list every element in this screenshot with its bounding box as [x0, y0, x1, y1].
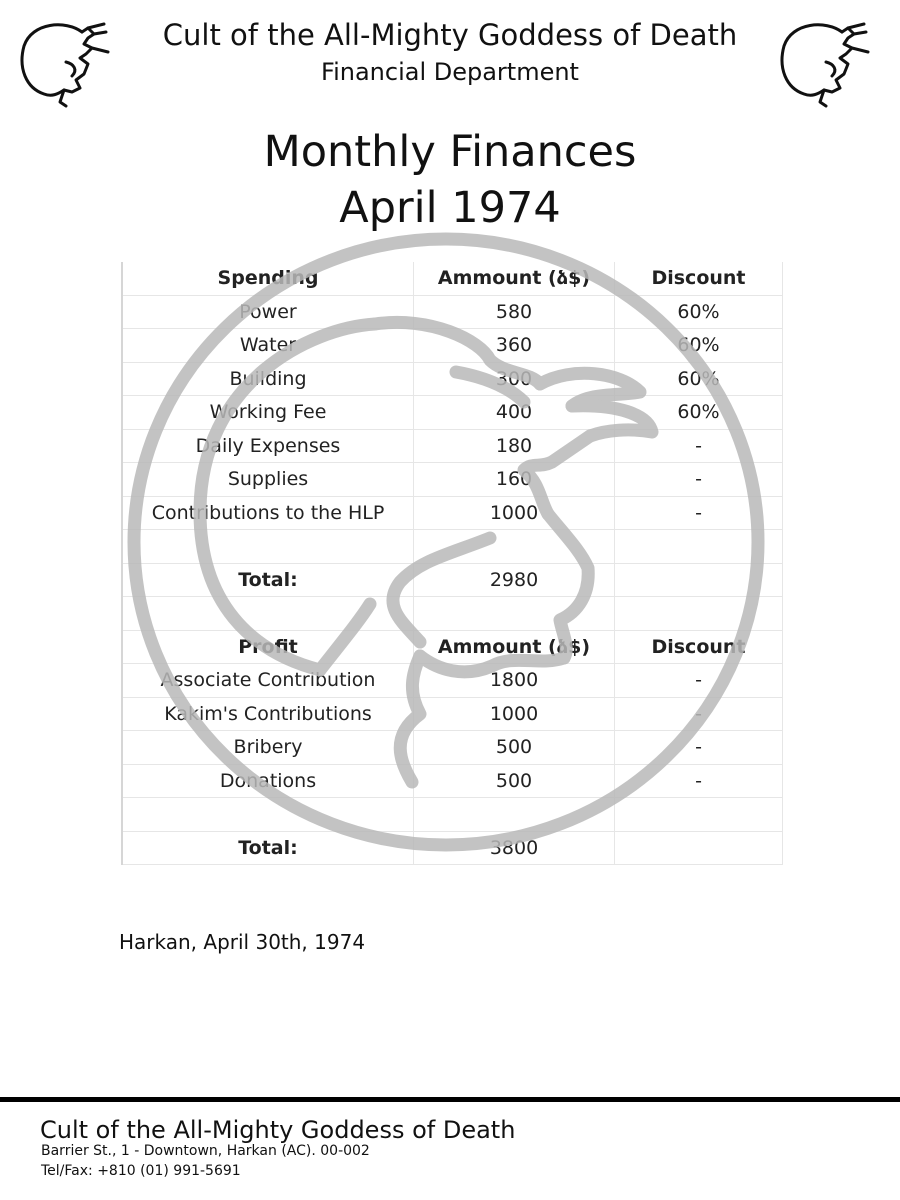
total-label: Total:: [122, 831, 414, 865]
table-row: [122, 731, 783, 765]
item-cell: Building: [122, 362, 414, 396]
total-label: Total:: [122, 563, 414, 597]
amount-cell: 180: [414, 429, 615, 463]
footer-address: Barrier St., 1 - Downtown, Harkan (AC). 00-002: [41, 1143, 370, 1159]
empty-row: [122, 530, 783, 564]
total-value: 3800: [414, 831, 615, 865]
footer-tel-fax: Tel/Fax: +810 (01) 991-5691: [41, 1163, 241, 1179]
item-cell: Associate Contribution: [122, 664, 414, 698]
header-cell: Discount: [615, 630, 783, 664]
discount-cell: -: [615, 429, 783, 463]
item-cell: Contributions to the HLP: [122, 496, 414, 530]
amount-cell: 1800: [414, 664, 615, 698]
amount-cell: 160: [414, 463, 615, 497]
amount-cell: 1000: [414, 697, 615, 731]
empty-row: [122, 798, 783, 832]
document-title: [0, 124, 900, 236]
item-cell: Kakim's Contributions: [122, 697, 414, 731]
footer-organization: Cult of the All-Mighty Goddess of Death: [40, 1116, 516, 1144]
spending-total-row: [122, 563, 783, 597]
item-cell: Water: [122, 329, 414, 363]
finances-table: [121, 262, 783, 865]
profit-header-row: [122, 630, 783, 664]
organization-title: Cult of the All-Mighty Goddess of Death: [162, 18, 738, 52]
item-cell: Working Fee: [122, 396, 414, 430]
discount-cell: -: [615, 731, 783, 765]
discount-cell: -: [615, 697, 783, 731]
amount-cell: 580: [414, 295, 615, 329]
discount-cell: -: [615, 496, 783, 530]
table-row: [122, 463, 783, 497]
table-row: [122, 362, 783, 396]
discount-cell: 60%: [615, 329, 783, 363]
table-row: [122, 496, 783, 530]
table-row: [122, 329, 783, 363]
amount-cell: 1000: [414, 496, 615, 530]
item-cell: Daily Expenses: [122, 429, 414, 463]
discount-cell: 60%: [615, 396, 783, 430]
table-row: [122, 295, 783, 329]
item-cell: Power: [122, 295, 414, 329]
department-title: Financial Department: [321, 58, 579, 86]
title-line-2: April 1974: [339, 183, 561, 233]
table-row: [122, 664, 783, 698]
title-line-1: Monthly Finances: [263, 127, 637, 177]
table-row: [122, 429, 783, 463]
header-cell: Spending: [122, 262, 414, 295]
table-row: [122, 697, 783, 731]
header-cell: Ammount (ձ$): [414, 262, 615, 295]
discount-cell: -: [615, 764, 783, 798]
spending-header-row: [122, 262, 783, 295]
item-cell: Donations: [122, 764, 414, 798]
table-row: [122, 764, 783, 798]
header-cell: Profit: [122, 630, 414, 664]
discount-cell: -: [615, 463, 783, 497]
amount-cell: 300: [414, 362, 615, 396]
footer-divider: [0, 1097, 900, 1102]
item-cell: Bribery: [122, 731, 414, 765]
discount-cell: -: [615, 664, 783, 698]
amount-cell: 500: [414, 764, 615, 798]
header-cell: Discount: [615, 262, 783, 295]
total-value: 2980: [414, 563, 615, 597]
table-row: [122, 396, 783, 430]
amount-cell: 360: [414, 329, 615, 363]
empty-row: [122, 597, 783, 631]
place-and-date: Harkan, April 30th, 1974: [119, 930, 366, 954]
amount-cell: 500: [414, 731, 615, 765]
discount-cell: 60%: [615, 362, 783, 396]
profit-total-row: [122, 831, 783, 865]
discount-cell: 60%: [615, 295, 783, 329]
header-cell: Ammount (ձ$): [414, 630, 615, 664]
amount-cell: 400: [414, 396, 615, 430]
item-cell: Supplies: [122, 463, 414, 497]
